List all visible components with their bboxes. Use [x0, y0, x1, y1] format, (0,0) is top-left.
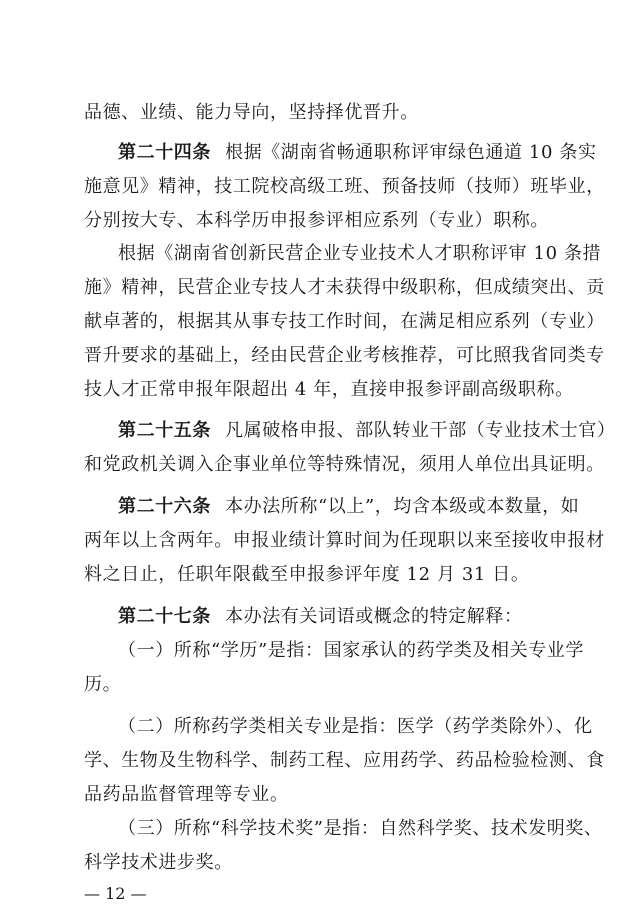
- line-text: 品德、业绩、能力导向，坚持择优晋升。: [84, 102, 419, 123]
- line-text: 学、生物及生物科学、制药工程、应用药学、药品检验检测、食: [84, 750, 605, 771]
- article-25-line-1: [118, 420, 616, 442]
- article-27-line-1: [118, 606, 523, 628]
- line-text: 施意见》精神，技工院校高级工班、预备技师（技师）班毕业，: [84, 176, 605, 197]
- article-26-heading: 第二十六条: [118, 496, 211, 517]
- line-text: （一）所称“学历”是指：国家承认的药学类及相关专业学: [118, 640, 585, 661]
- article-24-heading: 第二十四条: [118, 142, 211, 163]
- article-26-line-1: [118, 496, 579, 518]
- item-2-line-3: [84, 784, 289, 806]
- line-text: 和党政机关调入企事业单位等特殊情况，须用人单位出具证明。: [84, 454, 605, 475]
- line-text: 晋升要求的基础上，经由民营企业考核推荐，可比照我省同类专: [84, 345, 605, 366]
- article-27-heading: 第二十七条: [118, 606, 211, 627]
- line-text: 品药品监督管理等专业。: [84, 784, 289, 805]
- line-text: 两年以上含两年。申报业绩计算时间为任现职以来至接收申报材: [84, 530, 605, 551]
- line-text: 根据《湖南省创新民营企业专业技术人才职称评审 10 条措: [118, 243, 602, 264]
- text-line-1: [84, 102, 419, 124]
- article-25-heading: 第二十五条: [118, 420, 211, 441]
- article-25-line-2: [84, 454, 605, 476]
- line-text: 根据《湖南省畅通职称评审绿色通道 10 条实: [225, 142, 597, 163]
- item-1-line-1: [118, 640, 584, 662]
- line-text: 献卓著的，根据其从事专技工作时间，在满足相应系列（专业）: [84, 311, 605, 332]
- line-text: 科学技术进步奖。: [84, 852, 233, 873]
- line-text: 历。: [84, 674, 122, 695]
- article-24-line-1: [118, 142, 597, 164]
- item-3-line-1: [118, 818, 603, 840]
- article-24-line-3: [84, 210, 549, 232]
- item-2-line-2: [84, 750, 605, 772]
- article-26-line-3: [84, 564, 530, 586]
- line-text: 料之日止，任职年限截至申报参评年度 12 月 31 日。: [84, 564, 530, 585]
- page-number: — 12 —: [84, 884, 147, 903]
- line-text: 本办法所称“以上”，均含本级或本数量，如: [225, 496, 580, 517]
- paragraph-line-4: [84, 345, 605, 367]
- paragraph-line-1: [118, 243, 601, 265]
- paragraph-line-3: [84, 311, 605, 333]
- line-text: （二）所称药学类相关专业是指：医学（药学类除外）、化: [118, 716, 593, 737]
- paragraph-line-5: [84, 379, 574, 401]
- article-24-line-2: [84, 176, 605, 198]
- line-text: 凡属破格申报、部队转业干部（专业技术士官）: [225, 420, 616, 441]
- line-text: 施》精神，民营企业专技人才未获得中级职称，但成绩突出、贡: [84, 277, 605, 298]
- line-text: 本办法有关词语或概念的特定解释：: [225, 606, 523, 627]
- line-text: 分别按大专、本科学历申报参评相应系列（专业）职称。: [84, 210, 549, 231]
- item-3-line-2: [84, 852, 233, 874]
- line-text: 技人才正常申报年限超出 4 年，直接申报参评副高级职称。: [84, 379, 574, 400]
- line-text: （三）所称“科学技术奖”是指：自然科学奖、技术发明奖、: [118, 818, 603, 839]
- article-26-line-2: [84, 530, 605, 552]
- item-1-line-2: [84, 674, 121, 696]
- item-2-line-1: [118, 716, 593, 738]
- paragraph-line-2: [84, 277, 605, 299]
